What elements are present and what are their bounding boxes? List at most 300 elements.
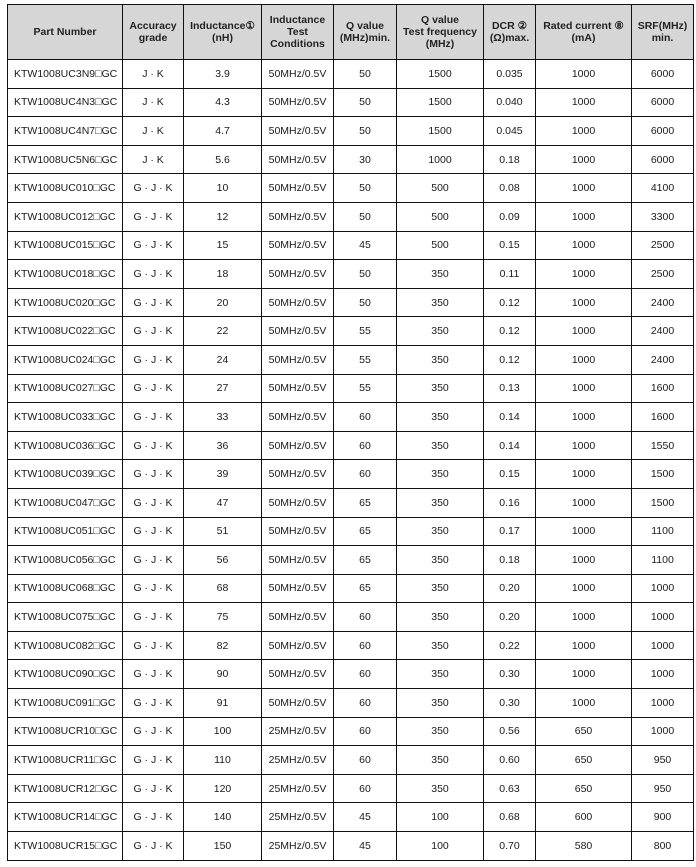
test-conditions-cell: 25MHz/0.5V: [262, 746, 334, 775]
q-value-cell: 55: [334, 345, 397, 374]
header-text-line: SRF(MHz): [637, 20, 688, 32]
srf-cell: 1000: [632, 660, 694, 689]
accuracy-grade-cell: G · J · K: [123, 517, 184, 546]
dcr-cell: 0.040: [484, 88, 536, 117]
dcr-cell: 0.15: [484, 231, 536, 260]
q-value-cell: 30: [334, 145, 397, 174]
inductance-cell: 15: [184, 231, 262, 260]
q-test-frequency-cell: 350: [397, 546, 484, 575]
q-value-cell: 50: [334, 260, 397, 289]
header-text-line: Q value: [421, 14, 459, 26]
dcr-cell: 0.16: [484, 488, 536, 517]
srf-cell: 2400: [632, 288, 694, 317]
q-value-cell: 45: [334, 803, 397, 832]
q-value-cell: 50: [334, 174, 397, 203]
rated-current-cell: 650: [536, 746, 632, 775]
rated-current-cell: 1000: [536, 202, 632, 231]
inductance-cell: 120: [184, 774, 262, 803]
q-test-frequency-cell: 350: [397, 488, 484, 517]
header-rated-current: [536, 5, 632, 60]
header-text-line: (MHz): [425, 38, 455, 50]
rated-current-cell: 1000: [536, 517, 632, 546]
q-value-cell: 50: [334, 288, 397, 317]
srf-cell: 800: [632, 832, 694, 861]
accuracy-grade-cell: J · K: [123, 145, 184, 174]
dcr-cell: 0.08: [484, 174, 536, 203]
table-row: [8, 231, 694, 260]
test-conditions-cell: 25MHz/0.5V: [262, 717, 334, 746]
header-text-line: Test: [287, 26, 308, 38]
dcr-cell: 0.17: [484, 517, 536, 546]
part-number-cell: KTW1008UC4N7□GC: [8, 117, 123, 146]
srf-cell: 1000: [632, 717, 694, 746]
part-number-cell: KTW1008UC033□GC: [8, 403, 123, 432]
accuracy-grade-cell: G · J · K: [123, 574, 184, 603]
test-conditions-cell: 50MHz/0.5V: [262, 60, 334, 89]
test-conditions-cell: 50MHz/0.5V: [262, 546, 334, 575]
srf-cell: 1000: [632, 689, 694, 718]
test-conditions-cell: 50MHz/0.5V: [262, 288, 334, 317]
inductance-cell: 12: [184, 202, 262, 231]
part-number-cell: KTW1008UC3N9□GC: [8, 60, 123, 89]
table-row: [8, 803, 694, 832]
q-value-cell: 60: [334, 660, 397, 689]
rated-current-cell: 1000: [536, 231, 632, 260]
accuracy-grade-cell: G · J · K: [123, 202, 184, 231]
srf-cell: 950: [632, 746, 694, 775]
header-text-line: min.: [651, 32, 674, 44]
test-conditions-cell: 50MHz/0.5V: [262, 260, 334, 289]
accuracy-grade-cell: G · J · K: [123, 460, 184, 489]
dcr-cell: 0.12: [484, 317, 536, 346]
part-number-cell: KTW1008UC010□GC: [8, 174, 123, 203]
accuracy-grade-cell: G · J · K: [123, 431, 184, 460]
dcr-cell: 0.22: [484, 631, 536, 660]
table-row: [8, 145, 694, 174]
table-row: [8, 774, 694, 803]
q-test-frequency-cell: 100: [397, 803, 484, 832]
table-row: [8, 689, 694, 718]
srf-cell: 6000: [632, 117, 694, 146]
header-text-line: Q value: [346, 20, 384, 32]
srf-cell: 1550: [632, 431, 694, 460]
dcr-cell: 0.70: [484, 832, 536, 861]
part-number-cell: KTW1008UC090□GC: [8, 660, 123, 689]
header-srf-min: [632, 5, 694, 60]
table-row: [8, 832, 694, 861]
q-test-frequency-cell: 500: [397, 231, 484, 260]
header-text-line: (MHz)min.: [339, 32, 391, 44]
accuracy-grade-cell: G · J · K: [123, 689, 184, 718]
header-text-line: Inductance①: [190, 20, 255, 32]
table-row: [8, 660, 694, 689]
accuracy-grade-cell: G · J · K: [123, 488, 184, 517]
q-test-frequency-cell: 1500: [397, 88, 484, 117]
table-row: [8, 288, 694, 317]
rated-current-cell: 1000: [536, 288, 632, 317]
part-number-cell: KTW1008UC4N3□GC: [8, 88, 123, 117]
srf-cell: 6000: [632, 88, 694, 117]
q-test-frequency-cell: 350: [397, 403, 484, 432]
test-conditions-cell: 50MHz/0.5V: [262, 231, 334, 260]
srf-cell: 2400: [632, 317, 694, 346]
inductance-cell: 68: [184, 574, 262, 603]
table-row: [8, 431, 694, 460]
table-row: [8, 60, 694, 89]
inductance-cell: 10: [184, 174, 262, 203]
rated-current-cell: 1000: [536, 546, 632, 575]
srf-cell: 2500: [632, 260, 694, 289]
inductance-cell: 22: [184, 317, 262, 346]
dcr-cell: 0.20: [484, 574, 536, 603]
table-row: [8, 88, 694, 117]
inductance-cell: 100: [184, 717, 262, 746]
q-value-cell: 50: [334, 202, 397, 231]
q-test-frequency-cell: 100: [397, 832, 484, 861]
inductance-cell: 51: [184, 517, 262, 546]
table-row: [8, 260, 694, 289]
inductance-cell: 3.9: [184, 60, 262, 89]
test-conditions-cell: 50MHz/0.5V: [262, 431, 334, 460]
rated-current-cell: 1000: [536, 317, 632, 346]
table-row: [8, 374, 694, 403]
accuracy-grade-cell: G · J · K: [123, 832, 184, 861]
test-conditions-cell: 25MHz/0.5V: [262, 774, 334, 803]
inductance-cell: 5.6: [184, 145, 262, 174]
dcr-cell: 0.13: [484, 374, 536, 403]
part-number-cell: KTW1008UC051□GC: [8, 517, 123, 546]
rated-current-cell: 1000: [536, 260, 632, 289]
q-test-frequency-cell: 350: [397, 746, 484, 775]
inductance-cell: 4.3: [184, 88, 262, 117]
header-inductance-test-conditions: [262, 5, 334, 60]
part-number-cell: KTW1008UC012□GC: [8, 202, 123, 231]
header-text-line: DCR ②: [491, 20, 528, 32]
srf-cell: 1000: [632, 574, 694, 603]
table-row: [8, 574, 694, 603]
accuracy-grade-cell: J · K: [123, 88, 184, 117]
test-conditions-cell: 50MHz/0.5V: [262, 317, 334, 346]
inductance-cell: 82: [184, 631, 262, 660]
table-row: [8, 603, 694, 632]
header-text-line: Conditions: [270, 38, 325, 50]
header-inductance: [184, 5, 262, 60]
rated-current-cell: 1000: [536, 460, 632, 489]
srf-cell: 1600: [632, 403, 694, 432]
accuracy-grade-cell: J · K: [123, 117, 184, 146]
part-number-cell: KTW1008UCR14□GC: [8, 803, 123, 832]
q-test-frequency-cell: 350: [397, 260, 484, 289]
rated-current-cell: 1000: [536, 345, 632, 374]
dcr-cell: 0.18: [484, 145, 536, 174]
srf-cell: 4100: [632, 174, 694, 203]
dcr-cell: 0.60: [484, 746, 536, 775]
dcr-cell: 0.63: [484, 774, 536, 803]
test-conditions-cell: 25MHz/0.5V: [262, 832, 334, 861]
q-value-cell: 65: [334, 517, 397, 546]
dcr-cell: 0.30: [484, 689, 536, 718]
test-conditions-cell: 50MHz/0.5V: [262, 488, 334, 517]
accuracy-grade-cell: G · J · K: [123, 174, 184, 203]
accuracy-grade-cell: J · K: [123, 60, 184, 89]
inductance-cell: 33: [184, 403, 262, 432]
dcr-cell: 0.68: [484, 803, 536, 832]
q-test-frequency-cell: 500: [397, 202, 484, 231]
q-value-cell: 45: [334, 832, 397, 861]
test-conditions-cell: 50MHz/0.5V: [262, 631, 334, 660]
q-test-frequency-cell: 350: [397, 603, 484, 632]
part-number-cell: KTW1008UC036□GC: [8, 431, 123, 460]
rated-current-cell: 1000: [536, 403, 632, 432]
rated-current-cell: 600: [536, 803, 632, 832]
q-test-frequency-cell: 350: [397, 345, 484, 374]
part-number-cell: KTW1008UC082□GC: [8, 631, 123, 660]
dcr-cell: 0.18: [484, 546, 536, 575]
rated-current-cell: 1000: [536, 374, 632, 403]
test-conditions-cell: 50MHz/0.5V: [262, 345, 334, 374]
q-test-frequency-cell: 350: [397, 689, 484, 718]
table-row: [8, 317, 694, 346]
dcr-cell: 0.12: [484, 345, 536, 374]
srf-cell: 1100: [632, 546, 694, 575]
test-conditions-cell: 50MHz/0.5V: [262, 202, 334, 231]
q-value-cell: 60: [334, 603, 397, 632]
q-test-frequency-cell: 350: [397, 774, 484, 803]
header-text-line: (mA): [571, 32, 596, 44]
dcr-cell: 0.11: [484, 260, 536, 289]
q-value-cell: 50: [334, 88, 397, 117]
header-q-value-min: [334, 5, 397, 60]
part-number-cell: KTW1008UC024□GC: [8, 345, 123, 374]
part-number-cell: KTW1008UC047□GC: [8, 488, 123, 517]
accuracy-grade-cell: G · J · K: [123, 631, 184, 660]
accuracy-grade-cell: G · J · K: [123, 345, 184, 374]
inductance-cell: 56: [184, 546, 262, 575]
srf-cell: 2400: [632, 345, 694, 374]
header-text-line: Inductance: [269, 14, 326, 26]
q-test-frequency-cell: 350: [397, 717, 484, 746]
inductance-cell: 20: [184, 288, 262, 317]
table-row: [8, 746, 694, 775]
inductance-cell: 39: [184, 460, 262, 489]
q-test-frequency-cell: 500: [397, 174, 484, 203]
accuracy-grade-cell: G · J · K: [123, 403, 184, 432]
accuracy-grade-cell: G · J · K: [123, 774, 184, 803]
rated-current-cell: 580: [536, 832, 632, 861]
q-test-frequency-cell: 350: [397, 317, 484, 346]
q-value-cell: 60: [334, 774, 397, 803]
q-value-cell: 50: [334, 117, 397, 146]
accuracy-grade-cell: G · J · K: [123, 260, 184, 289]
q-test-frequency-cell: 1000: [397, 145, 484, 174]
part-number-cell: KTW1008UC075□GC: [8, 603, 123, 632]
q-value-cell: 65: [334, 574, 397, 603]
header-text-line: (Ω)max.: [489, 32, 530, 44]
dcr-cell: 0.15: [484, 460, 536, 489]
srf-cell: 1000: [632, 603, 694, 632]
part-number-cell: KTW1008UC018□GC: [8, 260, 123, 289]
q-value-cell: 45: [334, 231, 397, 260]
q-test-frequency-cell: 350: [397, 631, 484, 660]
test-conditions-cell: 50MHz/0.5V: [262, 660, 334, 689]
dcr-cell: 0.14: [484, 431, 536, 460]
table-row: [8, 631, 694, 660]
part-number-cell: KTW1008UC027□GC: [8, 374, 123, 403]
table-row: [8, 717, 694, 746]
rated-current-cell: 1000: [536, 660, 632, 689]
table-row: [8, 517, 694, 546]
test-conditions-cell: 50MHz/0.5V: [262, 603, 334, 632]
table-row: [8, 117, 694, 146]
rated-current-cell: 1000: [536, 574, 632, 603]
rated-current-cell: 1000: [536, 117, 632, 146]
inductance-cell: 24: [184, 345, 262, 374]
inductance-cell: 150: [184, 832, 262, 861]
part-number-cell: KTW1008UCR15□GC: [8, 832, 123, 861]
header-dcr-max: [484, 5, 536, 60]
q-value-cell: 60: [334, 746, 397, 775]
q-value-cell: 60: [334, 631, 397, 660]
inductor-spec-table: [7, 4, 694, 861]
q-value-cell: 60: [334, 689, 397, 718]
header-part-number: [8, 5, 123, 60]
inductance-cell: 140: [184, 803, 262, 832]
test-conditions-cell: 50MHz/0.5V: [262, 117, 334, 146]
test-conditions-cell: 50MHz/0.5V: [262, 88, 334, 117]
part-number-cell: KTW1008UC022□GC: [8, 317, 123, 346]
test-conditions-cell: 50MHz/0.5V: [262, 689, 334, 718]
accuracy-grade-cell: G · J · K: [123, 746, 184, 775]
header-text-line: Test frequency: [403, 26, 477, 38]
part-number-cell: KTW1008UC015□GC: [8, 231, 123, 260]
dcr-cell: 0.20: [484, 603, 536, 632]
dcr-cell: 0.035: [484, 60, 536, 89]
part-number-cell: KTW1008UC5N6□GC: [8, 145, 123, 174]
inductance-cell: 18: [184, 260, 262, 289]
accuracy-grade-cell: G · J · K: [123, 317, 184, 346]
accuracy-grade-cell: G · J · K: [123, 231, 184, 260]
srf-cell: 3300: [632, 202, 694, 231]
test-conditions-cell: 50MHz/0.5V: [262, 174, 334, 203]
q-value-cell: 60: [334, 403, 397, 432]
table-row: [8, 202, 694, 231]
part-number-cell: KTW1008UC020□GC: [8, 288, 123, 317]
q-test-frequency-cell: 350: [397, 288, 484, 317]
table-row: [8, 403, 694, 432]
q-test-frequency-cell: 350: [397, 574, 484, 603]
table-body: [8, 60, 694, 861]
srf-cell: 1600: [632, 374, 694, 403]
accuracy-grade-cell: G · J · K: [123, 288, 184, 317]
dcr-cell: 0.12: [484, 288, 536, 317]
q-value-cell: 55: [334, 374, 397, 403]
header-text-line: Part Number: [33, 26, 97, 38]
part-number-cell: KTW1008UCR10□GC: [8, 717, 123, 746]
accuracy-grade-cell: G · J · K: [123, 603, 184, 632]
inductance-cell: 36: [184, 431, 262, 460]
q-test-frequency-cell: 350: [397, 517, 484, 546]
accuracy-grade-cell: G · J · K: [123, 660, 184, 689]
srf-cell: 1000: [632, 631, 694, 660]
header-text-line: Rated current ⑧: [543, 20, 624, 32]
part-number-cell: KTW1008UC039□GC: [8, 460, 123, 489]
dcr-cell: 0.045: [484, 117, 536, 146]
q-value-cell: 55: [334, 317, 397, 346]
test-conditions-cell: 50MHz/0.5V: [262, 574, 334, 603]
q-value-cell: 60: [334, 460, 397, 489]
srf-cell: 6000: [632, 145, 694, 174]
part-number-cell: KTW1008UC068□GC: [8, 574, 123, 603]
header-q-test-frequency: [397, 5, 484, 60]
table-row: [8, 174, 694, 203]
inductance-cell: 91: [184, 689, 262, 718]
accuracy-grade-cell: G · J · K: [123, 717, 184, 746]
test-conditions-cell: 25MHz/0.5V: [262, 803, 334, 832]
srf-cell: 6000: [632, 60, 694, 89]
part-number-cell: KTW1008UCR12□GC: [8, 774, 123, 803]
srf-cell: 900: [632, 803, 694, 832]
table-row: [8, 546, 694, 575]
rated-current-cell: 650: [536, 717, 632, 746]
q-test-frequency-cell: 350: [397, 374, 484, 403]
rated-current-cell: 1000: [536, 174, 632, 203]
part-number-cell: KTW1008UC091□GC: [8, 689, 123, 718]
dcr-cell: 0.30: [484, 660, 536, 689]
header-row: [8, 5, 694, 60]
rated-current-cell: 1000: [536, 689, 632, 718]
header-accuracy-grade: [123, 5, 184, 60]
rated-current-cell: 1000: [536, 631, 632, 660]
srf-cell: 2500: [632, 231, 694, 260]
q-value-cell: 65: [334, 488, 397, 517]
q-test-frequency-cell: 350: [397, 431, 484, 460]
q-test-frequency-cell: 350: [397, 660, 484, 689]
srf-cell: 1100: [632, 517, 694, 546]
inductance-cell: 4.7: [184, 117, 262, 146]
accuracy-grade-cell: G · J · K: [123, 546, 184, 575]
test-conditions-cell: 50MHz/0.5V: [262, 517, 334, 546]
rated-current-cell: 1000: [536, 603, 632, 632]
srf-cell: 1500: [632, 460, 694, 489]
inductance-cell: 27: [184, 374, 262, 403]
test-conditions-cell: 50MHz/0.5V: [262, 403, 334, 432]
q-value-cell: 50: [334, 60, 397, 89]
q-test-frequency-cell: 1500: [397, 60, 484, 89]
accuracy-grade-cell: G · J · K: [123, 374, 184, 403]
dcr-cell: 0.14: [484, 403, 536, 432]
q-test-frequency-cell: 350: [397, 460, 484, 489]
rated-current-cell: 1000: [536, 88, 632, 117]
dcr-cell: 0.56: [484, 717, 536, 746]
inductance-cell: 110: [184, 746, 262, 775]
header-text-line: grade: [138, 32, 168, 44]
inductance-cell: 75: [184, 603, 262, 632]
test-conditions-cell: 50MHz/0.5V: [262, 145, 334, 174]
rated-current-cell: 1000: [536, 431, 632, 460]
test-conditions-cell: 50MHz/0.5V: [262, 374, 334, 403]
q-value-cell: 60: [334, 431, 397, 460]
header-text-line: Accuracy: [129, 20, 177, 32]
q-test-frequency-cell: 1500: [397, 117, 484, 146]
table-row: [8, 345, 694, 374]
test-conditions-cell: 50MHz/0.5V: [262, 460, 334, 489]
table-row: [8, 460, 694, 489]
header-text-line: (nH): [212, 32, 233, 44]
q-value-cell: 60: [334, 717, 397, 746]
q-value-cell: 65: [334, 546, 397, 575]
srf-cell: 950: [632, 774, 694, 803]
part-number-cell: KTW1008UC056□GC: [8, 546, 123, 575]
